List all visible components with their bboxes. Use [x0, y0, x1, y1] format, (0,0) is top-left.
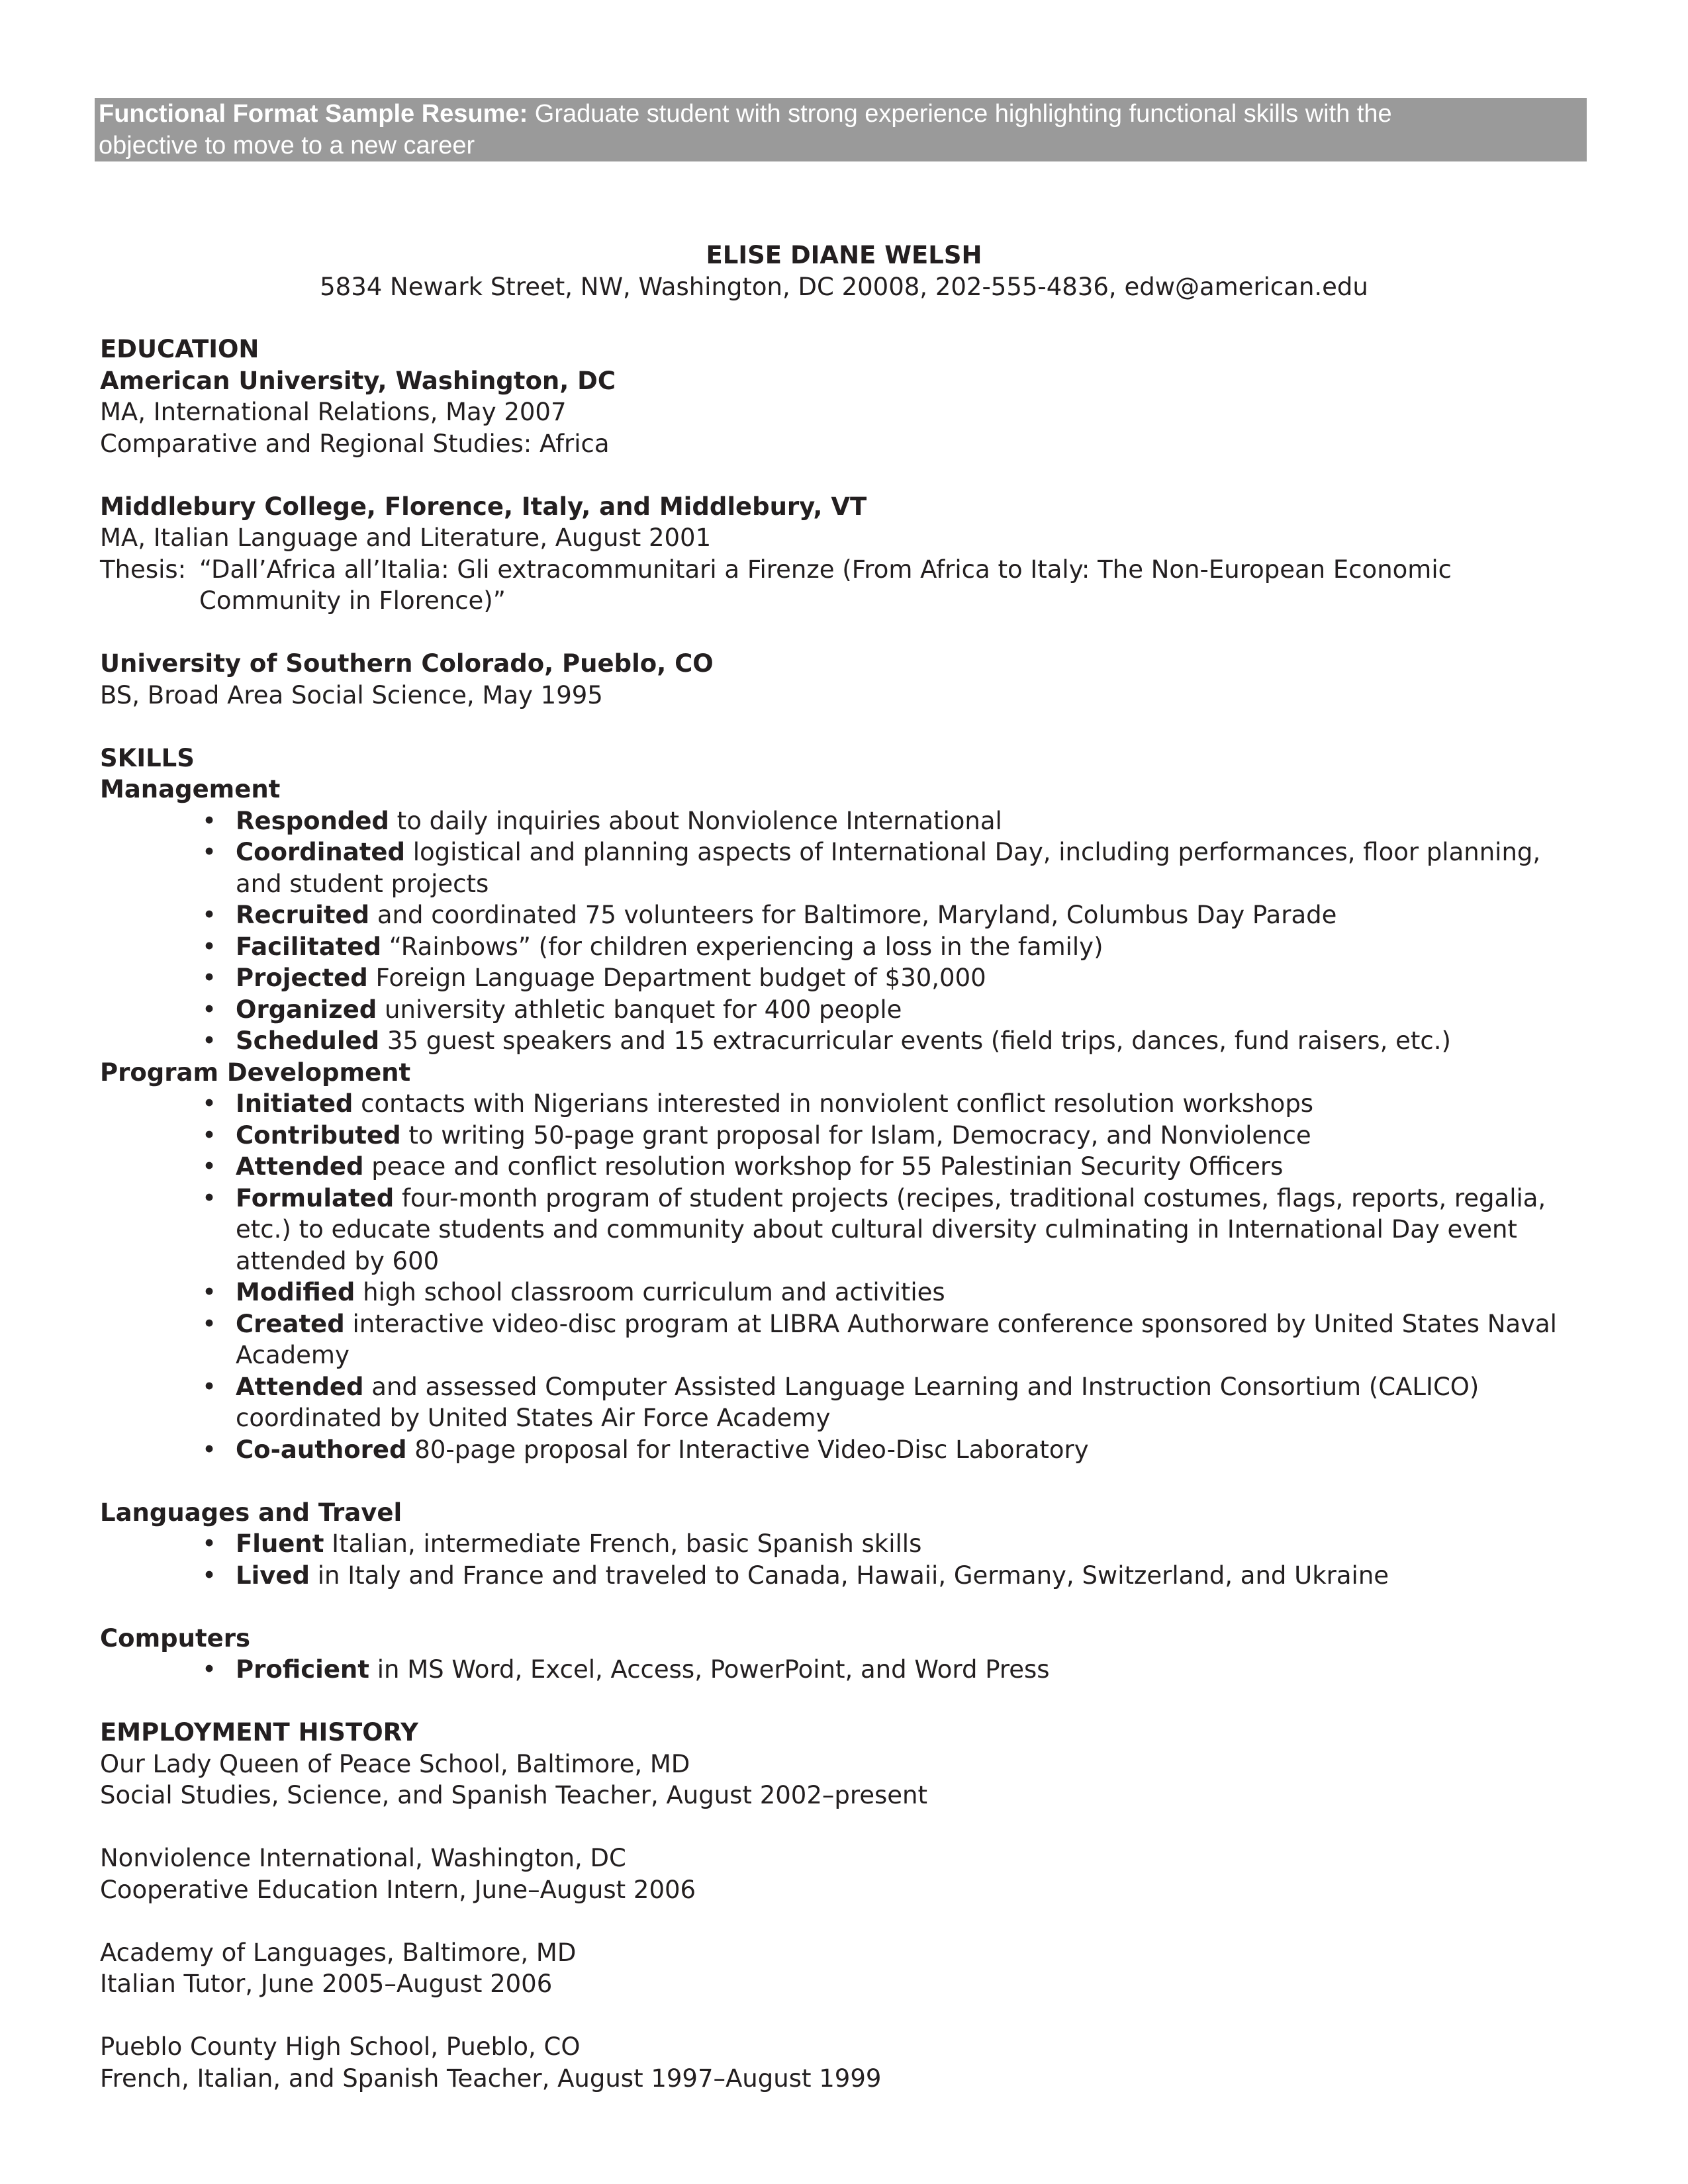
bullet-dot: • — [202, 1152, 216, 1181]
action-verb: Co-authored — [236, 1435, 407, 1464]
skill-bullet — [100, 899, 1560, 931]
action-verb: Projected — [236, 964, 368, 992]
employment-section — [100, 1717, 1589, 2094]
banner-text-1: Graduate student with strong experience highlighting functional skills with the — [528, 100, 1392, 128]
action-verb: Initiated — [236, 1089, 353, 1118]
bullet-dot: • — [202, 1561, 216, 1590]
employment-heading: EMPLOYMENT HISTORY — [100, 1718, 418, 1747]
education-heading: EDUCATION — [100, 335, 259, 363]
skill-group-title: Program Development — [100, 1058, 411, 1087]
bullet-dot: • — [202, 932, 216, 961]
bullet-text: four-month program of student projects (recipes, traditional costumes, flags, reports, regalia, etc.) to educate students and community about cultural diversity culminating in International Day event attended by 600 — [236, 1183, 1546, 1275]
skill-bullet — [100, 1151, 1560, 1183]
contact-line: 5834 Newark Street, NW, Washington, DC 20008, 202-555-4836, edw@american.edu — [320, 273, 1368, 301]
thesis-label: Thesis: — [100, 555, 187, 584]
school-name: Middlebury College, Florence, Italy, and Middlebury, VT — [100, 492, 867, 521]
skill-bullet — [100, 1560, 1560, 1592]
bullet-text: to writing 50-page grant proposal for Islam, Democracy, and Nonviolence — [400, 1120, 1311, 1150]
skill-bullet — [100, 1277, 1560, 1308]
skills-heading: SKILLS — [100, 743, 195, 772]
action-verb: Modified — [236, 1278, 355, 1306]
skill-bullet — [100, 931, 1560, 963]
banner-label: Functional Format Sample Resume: — [99, 100, 528, 128]
bullet-text: and assessed Computer Assisted Language Learning and Instruction Consortium (CALICO) coordinated by United States Air Force Academy — [236, 1372, 1479, 1432]
skill-bullet — [100, 837, 1560, 899]
skill-bullet — [100, 1434, 1560, 1466]
skill-bullet — [100, 1120, 1560, 1152]
action-verb: Scheduled — [236, 1026, 380, 1055]
action-verb: Lived — [236, 1561, 310, 1590]
degree-line: BS, Broad Area Social Science, May 1995 — [100, 680, 603, 709]
thesis-row — [100, 554, 1589, 617]
action-verb: Fluent — [236, 1529, 324, 1558]
bullet-text: Italian, intermediate French, basic Spanish skills — [324, 1529, 922, 1558]
skill-bullet — [100, 1088, 1560, 1120]
bullet-dot: • — [202, 1278, 216, 1306]
skills-section — [100, 743, 1589, 1686]
bullet-dot: • — [202, 1183, 216, 1212]
skill-group-title: Management — [100, 775, 281, 803]
banner-text-2: objective to move to a new career — [99, 132, 475, 159]
bullet-dot: • — [202, 1529, 216, 1558]
banner-line-1 — [99, 98, 1583, 130]
skill-bullet — [100, 994, 1560, 1026]
bullet-dot: • — [202, 1026, 216, 1055]
job-role: Social Studies, Science, and Spanish Teacher, August 2002–present — [100, 1781, 928, 1809]
school-entry — [100, 365, 1589, 460]
bullet-dot: • — [202, 838, 216, 866]
bullet-text: in MS Word, Excel, Access, PowerPoint, and Word Press — [369, 1655, 1050, 1684]
action-verb: Facilitated — [236, 932, 381, 961]
school-name: University of Southern Colorado, Pueblo, CO — [100, 649, 714, 678]
employer: Nonviolence International, Washington, DC — [100, 1844, 626, 1872]
bullet-text: 80-page proposal for Interactive Video-Disc Laboratory — [406, 1435, 1089, 1464]
bullet-dot: • — [202, 1372, 216, 1401]
bullet-text: peace and conflict resolution workshop for 55 Palestinian Security Officers — [363, 1152, 1284, 1181]
job-role: Italian Tutor, June 2005–August 2006 — [100, 1970, 553, 1998]
bullet-dot: • — [202, 1089, 216, 1118]
thesis-title: “Dall’Africa all’Italia: Gli extracommunitari a Firenze (From Africa to Italy: The Non-European Economic Community in Florence)” — [199, 555, 1452, 615]
skill-list — [100, 1528, 1589, 1591]
bullet-text: university athletic banquet for 400 people — [377, 995, 902, 1024]
skill-bullet — [100, 1025, 1560, 1057]
bullet-text: Foreign Language Department budget of $30,000 — [367, 964, 986, 992]
skill-group-title: Computers — [100, 1623, 251, 1653]
action-verb: Proficient — [236, 1655, 369, 1684]
bullet-text: and coordinated 75 volunteers for Baltimore, Maryland, Columbus Day Parade — [369, 901, 1337, 929]
bullet-dot: • — [202, 995, 216, 1024]
resume-body — [100, 334, 1589, 2094]
education-section — [100, 334, 1589, 711]
format-banner — [95, 98, 1587, 161]
skill-bullet — [100, 1183, 1560, 1277]
employer: Pueblo County High School, Pueblo, CO — [100, 2032, 581, 2061]
skill-bullet — [100, 1371, 1560, 1434]
skill-list — [100, 1654, 1589, 1686]
skill-list — [100, 1088, 1589, 1465]
bullet-dot: • — [202, 901, 216, 929]
action-verb: Attended — [236, 1152, 364, 1181]
action-verb: Coordinated — [236, 838, 405, 866]
degree-detail: Comparative and Regional Studies: Africa — [100, 429, 610, 458]
skill-bullet — [100, 1654, 1560, 1686]
job-entry — [100, 1749, 1589, 1811]
action-verb: Contributed — [236, 1120, 401, 1150]
degree-line: MA, Italian Language and Literature, August 2001 — [100, 523, 712, 552]
action-verb: Attended — [236, 1372, 364, 1401]
applicant-name: ELISE DIANE WELSH — [706, 241, 982, 269]
skill-bullet — [100, 1308, 1560, 1371]
skill-bullet — [100, 805, 1560, 837]
bullet-dot: • — [202, 1655, 216, 1684]
bullet-text: logistical and planning aspects of International Day, including performances, floor planning, and student projects — [236, 838, 1541, 898]
job-entry — [100, 1937, 1589, 2000]
action-verb: Responded — [236, 806, 389, 835]
job-entry — [100, 1843, 1589, 1905]
action-verb: Created — [236, 1309, 345, 1338]
employer: Our Lady Queen of Peace School, Baltimore, MD — [100, 1749, 690, 1778]
skill-bullet — [100, 1528, 1560, 1560]
bullet-text: high school classroom curriculum and activities — [355, 1278, 945, 1306]
bullet-dot: • — [202, 1309, 216, 1338]
bullet-text: contacts with Nigerians interested in nonviolent conflict resolution workshops — [353, 1089, 1314, 1118]
bullet-dot: • — [202, 964, 216, 992]
degree-line: MA, International Relations, May 2007 — [100, 398, 567, 426]
bullet-dot: • — [202, 1120, 216, 1150]
skill-bullet — [100, 962, 1560, 994]
bullet-text: “Rainbows” (for children experiencing a loss in the family) — [381, 932, 1103, 961]
action-verb: Formulated — [236, 1183, 395, 1212]
school-entry — [100, 648, 1589, 711]
skill-list — [100, 805, 1589, 1057]
bullet-text: in Italy and France and traveled to Canada, Hawaii, Germany, Switzerland, and Ukraine — [309, 1561, 1389, 1590]
job-role: French, Italian, and Spanish Teacher, August 1997–August 1999 — [100, 2064, 882, 2093]
bullet-dot: • — [202, 1435, 216, 1464]
skill-group-title: Languages and Travel — [100, 1498, 402, 1527]
job-entry — [100, 2031, 1589, 2094]
job-role: Cooperative Education Intern, June–August 2006 — [100, 1875, 696, 1904]
action-verb: Recruited — [236, 901, 370, 929]
action-verb: Organized — [236, 995, 377, 1024]
school-entry — [100, 491, 1589, 617]
bullet-text: interactive video-disc program at LIBRA Authorware conference sponsored by United States Naval Academy — [236, 1309, 1557, 1369]
school-name: American University, Washington, DC — [100, 366, 616, 395]
bullet-dot: • — [202, 806, 216, 835]
bullet-text: to daily inquiries about Nonviolence International — [389, 806, 1002, 835]
bullet-text: 35 guest speakers and 15 extracurricular events (field trips, dances, fund raisers, etc.) — [379, 1026, 1451, 1055]
employer: Academy of Languages, Baltimore, MD — [100, 1938, 577, 1967]
